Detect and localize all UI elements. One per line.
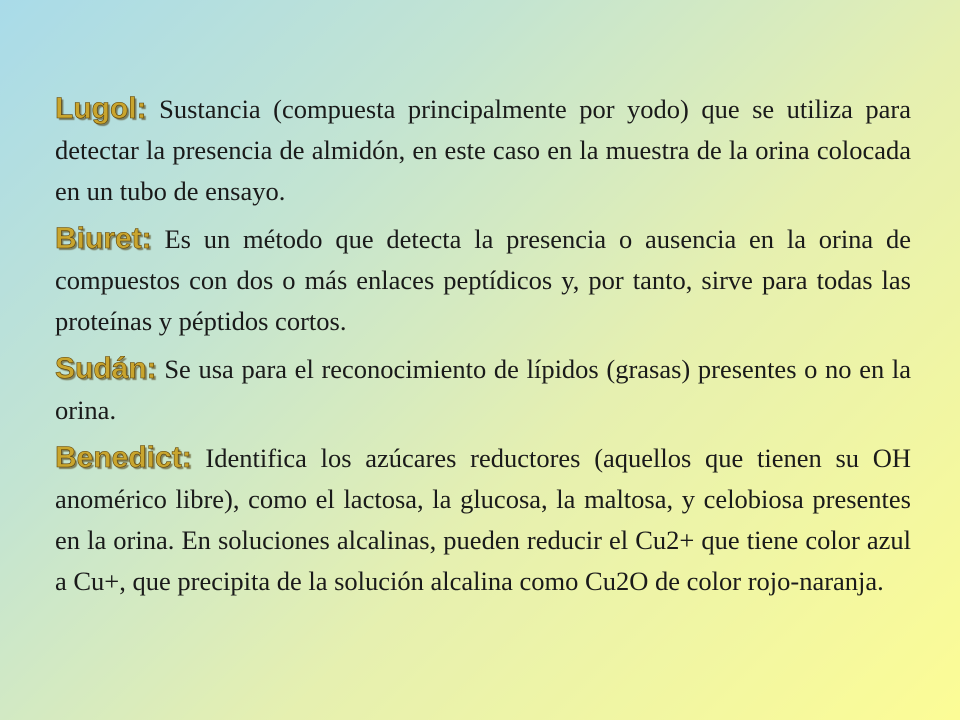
slide-content <box>55 88 911 608</box>
paragraph-benedict <box>55 437 911 602</box>
description-biuret: Es un método que detecta la presencia o ausencia en la orina de compuestos con dos o más enlaces peptídicos y, por tanto, sirve para todas las proteínas y péptidos cortos. <box>55 224 911 336</box>
description-benedict: Identifica los azúcares reductores (aquellos que tienen su OH anomérico libre), como el lactosa, la glucosa, la maltosa, y celobiosa presentes en la orina. En soluciones alcalinas, pueden reducir el Cu2+ que tiene color azul a Cu+, que precipita de la solución alcalina como Cu2O de color rojo-naranja. <box>55 443 911 596</box>
term-benedict: Benedict: <box>55 441 192 474</box>
paragraph-sudan <box>55 348 911 431</box>
description-sudan: Se usa para el reconocimiento de lípidos (grasas) presentes o no en la orina. <box>55 354 911 425</box>
term-sudan: Sudán: <box>55 352 157 385</box>
description-lugol: Sustancia (compuesta principalmente por yodo) que se utiliza para detectar la presencia de almidón, en este caso en la muestra de la orina colocada en un tubo de ensayo. <box>55 94 911 206</box>
term-lugol: Lugol: <box>55 92 147 125</box>
paragraph-lugol <box>55 88 911 212</box>
paragraph-biuret <box>55 218 911 342</box>
term-biuret: Biuret: <box>55 222 152 255</box>
